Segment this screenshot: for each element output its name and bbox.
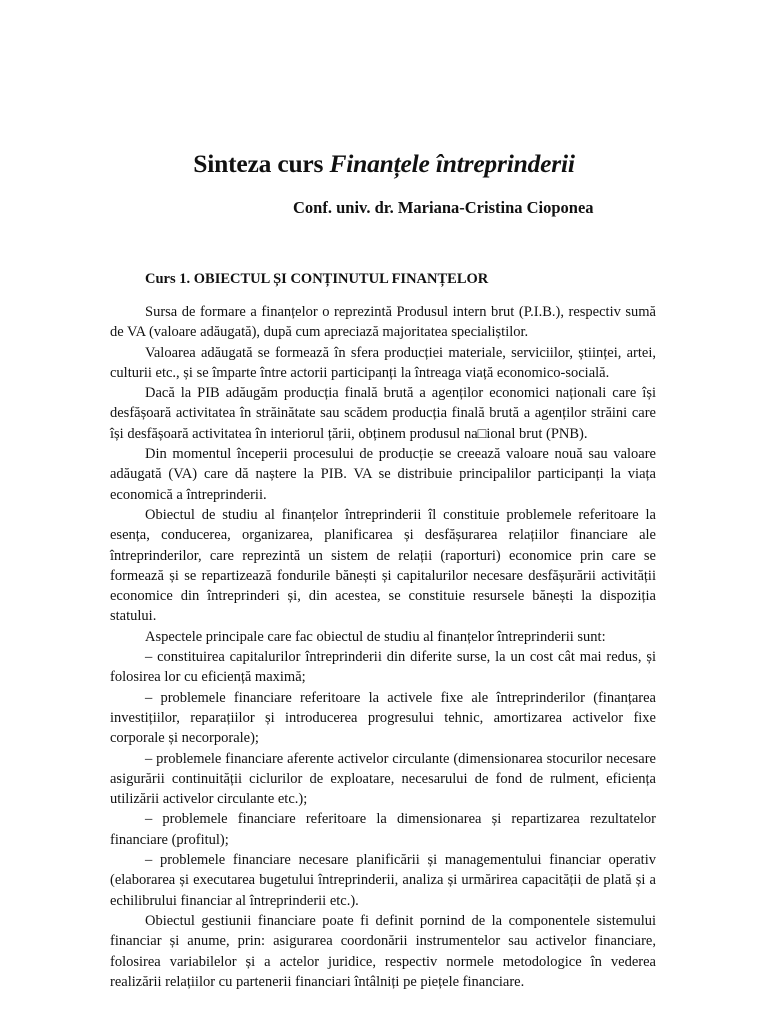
title-italic: Finanțele întreprinderii <box>329 149 575 178</box>
paragraph: Obiectul de studiu al finanțelor întreprinderii îl constituie problemele referitoare la esența, conducerea, organizarea, planificarea și desfășurarea relațiilor financiare ale întreprinderilor, care reprezintă un sistem de relații (raporturi) economice prin care se formează și se repartizează fondurile bănești și capitalurilor necesare desfășurării activității economice din întreprinderi și, din acestea, se constituie resursele bănești la dispoziția statului. <box>110 506 656 625</box>
paragraph: Valoarea adăugată se formează în sfera producției materiale, serviciilor, științei, artei, culturii etc., și se împarte între actorii participanți la întreaga viață economico-socială. <box>110 344 656 381</box>
title-plain: Sinteza curs <box>193 149 330 178</box>
chapter-heading: Curs 1. OBIECTUL ȘI CONȚINUTUL FINANȚELOR <box>145 271 489 287</box>
document-title <box>0 149 768 179</box>
list-item: – problemele financiare referitoare la dimensionarea și repartizarea rezultatelor financiare (profitul); <box>110 811 656 848</box>
paragraph: Aspectele principale care fac obiectul de studiu al finanțelor întreprinderii sunt: <box>145 628 606 645</box>
author-line: Conf. univ. dr. Mariana-Cristina Cioponea <box>293 198 594 217</box>
body-text <box>110 302 656 992</box>
paragraph: Din momentul începerii procesului de producție se creează valoare nouă sau valoare adăugată (VA) care dă naștere la PIB. VA se distribuie principalilor participanți la viața economică a întreprinderii. <box>110 446 656 503</box>
paragraph: Dacă la PIB adăugăm producția finală brută a agenților economici naționali care își desfășoară activitatea în străinătate sau scădem producția finală brută a agenților străini care își desfășoară activitatea în interiorul țării, obținem produsul na□ional brut (PNB). <box>110 385 656 442</box>
list-item: – problemele financiare referitoare la activele fixe ale întreprinderilor (finanțarea investițiilor, reparațiilor și introducerea progresului tehnic, amortizarea activelor fixe corporale și necorporale); <box>110 689 656 747</box>
list-item: – problemele financiare aferente activelor circulante (dimensionarea stocurilor necesare asigurării continuității ciclurilor de exploatare, necesarului de fond de rulment, eficiența utilizării activelor circulante etc.); <box>110 750 656 808</box>
paragraph: Sursa de formare a finanțelor o reprezintă Produsul intern brut (P.I.B.), respectiv sumă de VA (valoare adăugată), după cum apreciază majoritatea specialiștilor. <box>110 304 656 341</box>
list-item: – constituirea capitalurilor întreprinderii din diferite surse, la un cost cât mai redus, și folosirea lor cu eficiență maximă; <box>110 649 656 686</box>
list-item: – problemele financiare necesare planificării și managementului financiar operativ (elaborarea și executarea bugetului întreprinderii, analiza și urmărirea capacității de plată și a echilibrului financiar al întreprinderii etc.). <box>110 852 656 909</box>
paragraph: Obiectul gestiunii financiare poate fi definit pornind de la componentele sistemului financiar și anume, prin: asigurarea coordonării instrumentelor sau activelor financiare, folosirea variabilelor și a actelor juridice, respectiv normele metodologice în vederea realizării relațiilor cu partenerii financiari întâlniți pe piețele financiare. <box>110 912 656 990</box>
